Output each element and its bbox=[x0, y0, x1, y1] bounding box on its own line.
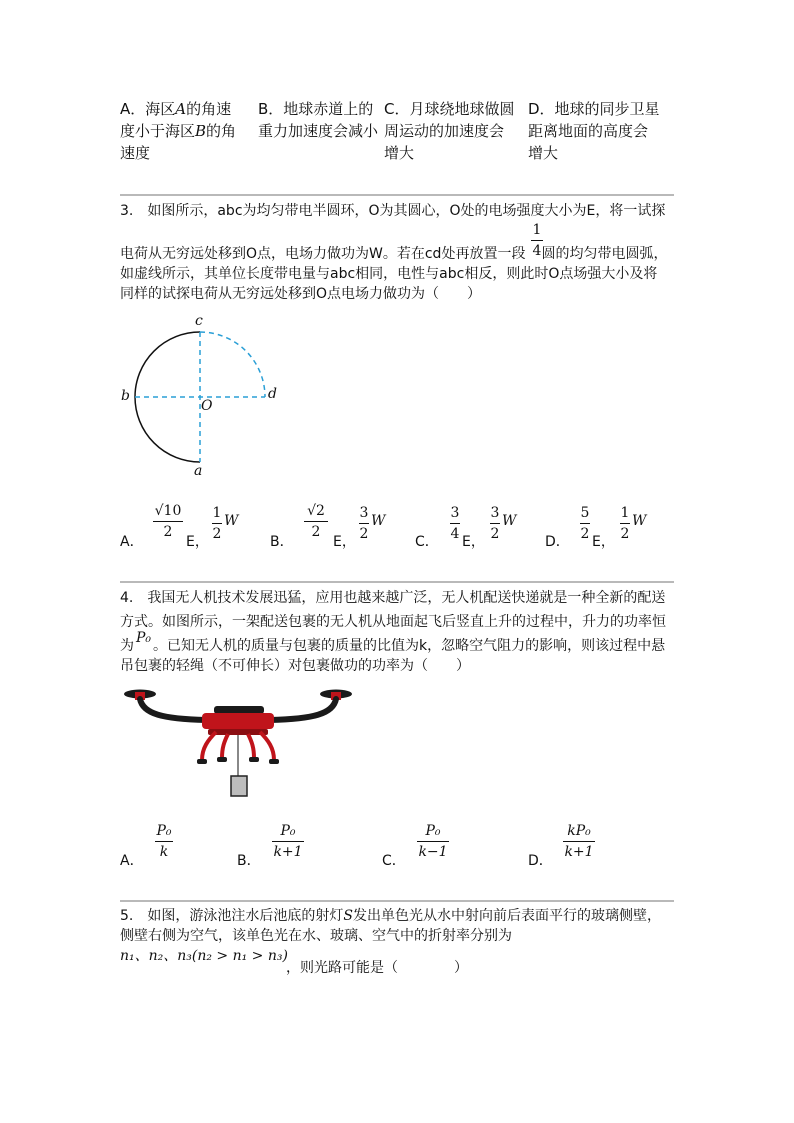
q5-line2: 侧壁右侧为空气，该单色光在水、玻璃、空气中的折射率分别为 bbox=[120, 928, 512, 944]
q3-c-e-num: 3 bbox=[450, 505, 460, 521]
q2-option-a-var-a: A bbox=[175, 100, 187, 118]
q3-dashed-quarter-arc bbox=[200, 332, 265, 397]
q3-option-a-w-unit: W bbox=[224, 513, 239, 529]
q2-option-c: C．月球绕地球做圆周运动的加速度会增大 bbox=[384, 100, 515, 162]
q3-line1: 3. 如图所示，abc为均匀带电半圆环，O为其圆心，O处的电场强度大小为E，将一试探 bbox=[120, 203, 666, 219]
q3-line2-a: 电荷从无穷远处移到O点，电场力做功为W。若在cd处再放置一段 bbox=[120, 246, 526, 262]
leg-1 bbox=[202, 732, 216, 760]
q3-label-a: a bbox=[194, 463, 203, 479]
q3-option-c-w-frac bbox=[490, 505, 500, 542]
q5-line3: ，则光路可能是（ ） bbox=[286, 960, 468, 976]
q4-line2: 方式。如图所示，一架配送包裹的无人机从地面起飞后竖直上升的过程中，升力的功率恒 bbox=[120, 614, 666, 630]
q4-line3-a: 为 bbox=[120, 638, 134, 654]
q3-option-a-label: A． bbox=[120, 534, 144, 550]
q2-option-a-text3: 的角速度 bbox=[120, 122, 237, 162]
q4-p0: P₀ bbox=[136, 630, 152, 646]
q4-a-num: P₀ bbox=[156, 823, 172, 839]
q3-option-b-e-unit: E， bbox=[333, 534, 356, 550]
q3-c-w-num: 3 bbox=[490, 505, 500, 521]
q3-b-e-num: √2 bbox=[307, 503, 325, 519]
q3-label-b: b bbox=[121, 388, 130, 404]
q3-line2 bbox=[120, 244, 676, 264]
q4-option-a-label: A． bbox=[120, 853, 144, 869]
q3-d-e-den: 2 bbox=[580, 526, 590, 542]
q3-option-d-label: D． bbox=[545, 534, 570, 550]
q4-b-den: k+1 bbox=[273, 844, 303, 860]
divider-q5 bbox=[120, 900, 674, 902]
q4-line3-b: 。已知无人机的质量与包裹的质量的比值为k，忽略空气阻力的影响，则该过程中悬 bbox=[153, 638, 666, 654]
q3-option-a-e-frac bbox=[153, 503, 183, 540]
q3-option-c-e-unit: E， bbox=[462, 534, 485, 550]
q3-line2-b: 圆的均匀带电圆弧， bbox=[541, 246, 668, 262]
q3-b-w-den: 2 bbox=[359, 526, 369, 542]
q3-option-d-w-unit: W bbox=[632, 513, 647, 529]
q4-line3 bbox=[120, 630, 676, 656]
q3-line4: 同样的试探电荷从无穷远处移到O点电场力做功为（ ） bbox=[120, 286, 482, 302]
package bbox=[231, 776, 247, 796]
q3-line3: 如虚线所示，其单位长度带电量与abc相同，电性与abc相反，则此时O点场强大小及将 bbox=[120, 266, 658, 282]
q4-drone-figure bbox=[118, 684, 368, 800]
q3-d-w-num: 1 bbox=[620, 505, 630, 521]
q3-b-w-num: 3 bbox=[359, 505, 369, 521]
q3-d-e-num: 5 bbox=[580, 505, 590, 521]
q3-option-c-label: C． bbox=[415, 534, 439, 550]
q4-d-num: kP₀ bbox=[567, 823, 591, 839]
q3-option-c-w-unit: W bbox=[502, 513, 517, 529]
divider-q3 bbox=[120, 194, 674, 196]
q3-option-b-w-frac bbox=[359, 505, 369, 542]
q4-option-a-frac bbox=[155, 823, 173, 860]
q4-d-den: k+1 bbox=[564, 844, 594, 860]
foot-2 bbox=[217, 757, 227, 762]
q3-label-c: c bbox=[195, 313, 203, 329]
q3-c-w-den: 2 bbox=[490, 526, 500, 542]
q4-option-b-frac bbox=[272, 823, 304, 860]
q4-a-den: k bbox=[159, 844, 169, 860]
q3-quarter-fraction bbox=[531, 222, 543, 259]
q3-label-d: d bbox=[268, 386, 277, 402]
q4-option-d-frac bbox=[563, 823, 595, 860]
q3-option-d-e-frac bbox=[580, 505, 590, 542]
q2-option-a-text2: 的角速度小于海区 bbox=[120, 100, 232, 140]
q2-option-a bbox=[120, 98, 244, 164]
foot-4 bbox=[269, 759, 279, 764]
q4-line1: 4. 我国无人机技术发展迅猛，应用也越来越广泛，无人机配送快递就是一种全新的配送 bbox=[120, 590, 666, 606]
q3-option-b-label: B． bbox=[270, 534, 294, 550]
q3-a-e-den: 2 bbox=[163, 524, 173, 540]
foot-3 bbox=[249, 757, 259, 762]
q4-b-num: P₀ bbox=[280, 823, 296, 839]
q2-option-a-text1: A．海区 bbox=[120, 100, 176, 118]
q4-option-c-frac bbox=[417, 823, 449, 860]
q3-a-w-den: 2 bbox=[212, 526, 222, 542]
q5-line1-a: 5. 如图，游泳池注水后池底的射灯 bbox=[120, 908, 344, 924]
q3-option-b-w-unit: W bbox=[371, 513, 386, 529]
q4-c-num: P₀ bbox=[425, 823, 441, 839]
leg-2 bbox=[222, 734, 228, 758]
q3-c-e-den: 4 bbox=[450, 526, 460, 542]
right-arm bbox=[270, 699, 336, 720]
leg-4 bbox=[260, 732, 274, 760]
q5-line1-b: 发出单色光从水中射向前后表面平行的玻璃侧壁， bbox=[352, 908, 661, 924]
q2-option-d: D．地球的同步卫星距离地面的高度会增大 bbox=[528, 100, 660, 162]
q4-line4: 吊包裹的轻绳（不可伸长）对包裹做功的功率为（ ） bbox=[120, 658, 470, 674]
q3-ring-figure bbox=[118, 312, 288, 482]
q3-b-e-den: 2 bbox=[311, 524, 321, 540]
q3-label-o: O bbox=[201, 398, 213, 414]
drone-bottom-plate bbox=[208, 729, 268, 735]
drone-body bbox=[202, 713, 274, 729]
q4-c-den: k−1 bbox=[418, 844, 448, 860]
q3-option-a-e-unit: E， bbox=[186, 534, 209, 550]
q5-formula: n₁、n₂、n₃(n₂ > n₁ > n₃) bbox=[120, 948, 288, 964]
q3-option-b-e-frac bbox=[304, 503, 328, 540]
q5-line1 bbox=[120, 906, 676, 926]
q2-option-a-var-b: B bbox=[195, 122, 207, 140]
q2-option-b: B．地球赤道上的重力加速度会减小 bbox=[258, 100, 379, 140]
q4-option-b-label: B． bbox=[237, 853, 261, 869]
q3-option-d-e-unit: E， bbox=[592, 534, 615, 550]
left-arm bbox=[140, 699, 206, 720]
q3-d-w-den: 2 bbox=[620, 526, 630, 542]
q3-option-a-w-frac bbox=[212, 505, 222, 542]
q3-frac-den: 4 bbox=[532, 243, 542, 259]
q4-option-c-label: C． bbox=[382, 853, 406, 869]
q3-frac-num: 1 bbox=[532, 222, 542, 238]
drone-top-plate bbox=[214, 706, 264, 714]
q5-var-s: S bbox=[343, 908, 353, 924]
q3-a-w-num: 1 bbox=[212, 505, 222, 521]
q4-option-d-label: D． bbox=[528, 853, 553, 869]
foot-1 bbox=[197, 759, 207, 764]
divider-q4 bbox=[120, 581, 674, 583]
q3-option-d-w-frac bbox=[620, 505, 630, 542]
leg-3 bbox=[248, 734, 254, 758]
q3-option-c-e-frac bbox=[450, 505, 460, 542]
q3-a-e-num: √10 bbox=[154, 503, 182, 519]
